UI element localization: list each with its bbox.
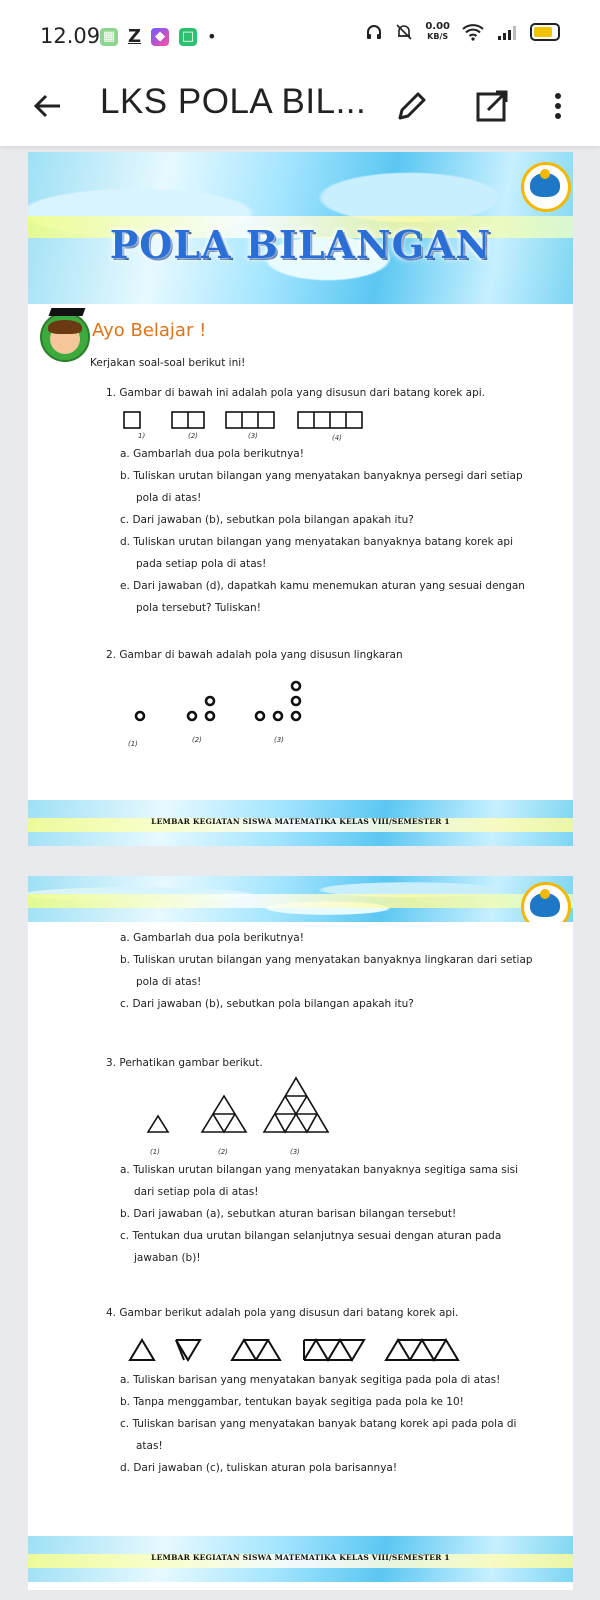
q3-item-b: b. Dari jawaban (a), sebutkan aturan barisan bilangan tersebut!	[120, 1208, 457, 1220]
kurikulum-logo	[521, 882, 571, 922]
footer-text: LEMBAR KEGIATAN SISWA MATEMATIKA KELAS VIII/SEMESTER 1	[151, 1553, 450, 1562]
q3-item-a: a. Tuliskan urutan bilangan yang menyatakan banyaknya segitiga sama sisi	[120, 1164, 519, 1176]
figure-caption: (1)	[150, 1148, 160, 1156]
q1-item-b: b. Tuliskan urutan bilangan yang menyatakan banyaknya persegi dari setiap	[120, 470, 523, 482]
wifi-icon	[462, 23, 484, 41]
intro-text: Kerjakan soal-soal berikut ini!	[90, 357, 246, 369]
q4-item-c-cont: atas!	[136, 1440, 163, 1452]
q1-item-b-cont: pola di atas!	[136, 492, 202, 504]
section-heading: Ayo Belajar !	[92, 320, 207, 341]
q2-item-b: b. Tuliskan urutan bilangan yang menyatakan banyaknya lingkaran dari setiap	[120, 954, 533, 966]
q2-item-b-cont: pola di atas!	[136, 976, 202, 988]
system-icons	[365, 22, 560, 42]
page-footer	[28, 1536, 573, 1582]
zalo-z-icon: Z	[128, 26, 142, 47]
triangle-pattern-figure	[144, 1076, 364, 1142]
figure-caption: (2)	[218, 1148, 228, 1156]
more-options-icon[interactable]	[548, 86, 568, 126]
page-banner	[28, 152, 573, 304]
q3-item-c: c. Tentukan dua urutan bilangan selanjutnya sesuai dengan aturan pada	[120, 1230, 502, 1242]
page-footer	[28, 800, 573, 846]
more-notifications-dot: •	[207, 27, 217, 46]
banner-title: POLA BILANGAN	[109, 222, 492, 267]
q2-item-a: a. Gambarlah dua pola berikutnya!	[120, 932, 304, 944]
q3-item-a-cont: dari setiap pola di atas!	[134, 1186, 259, 1198]
q1-item-a: a. Gambarlah dua pola berikutnya!	[120, 448, 304, 460]
q4-item-d: d. Dari jawaban (c), tuliskan aturan pola barisannya!	[120, 1462, 398, 1474]
mute-bell-icon	[395, 23, 413, 41]
kurikulum-logo	[521, 162, 571, 212]
net-speed: 0.00 KB/S	[425, 21, 450, 41]
q4-item-c: c. Tuliskan barisan yang menyatakan banyak batang korek api pada pola di	[120, 1418, 517, 1430]
circle-pattern-figure	[132, 670, 332, 730]
status-time: 12.09	[40, 24, 101, 48]
matchstick-triangles-figure	[128, 1336, 468, 1366]
figure-caption: (3)	[274, 736, 284, 744]
q2-item-c: c. Dari jawaban (b), sebutkan pola bilangan apakah itu?	[120, 998, 414, 1010]
q1-item-c: c. Dari jawaban (b), sebutkan pola bilangan apakah itu?	[120, 514, 414, 526]
figure-caption: (4)	[332, 434, 342, 442]
q1-item-d-cont: pada setiap pola di atas!	[136, 558, 267, 570]
q4-item-a: a. Tuliskan barisan yang menyatakan banyak segitiga pada pola di atas!	[120, 1374, 501, 1386]
figure-caption: (1)	[128, 740, 138, 748]
edit-pencil-icon[interactable]	[392, 86, 432, 126]
footer-text: LEMBAR KEGIATAN SISWA MATEMATIKA KELAS VIII/SEMESTER 1	[151, 817, 450, 826]
back-arrow-icon[interactable]	[28, 86, 68, 126]
q3-item-c-cont: jawaban (b)!	[134, 1252, 201, 1264]
document-page-2	[28, 876, 573, 1590]
app-bar	[0, 68, 600, 146]
shortcut-app-icon: ◆	[151, 28, 169, 46]
figure-caption: 1)	[138, 432, 146, 440]
question-4: 4. Gambar berikut adalah pola yang disusun dari batang korek api.	[106, 1307, 459, 1319]
figure-caption: (3)	[290, 1148, 300, 1156]
q1-item-e: e. Dari jawaban (d), dapatkah kamu menemukan aturan yang sesuai dengan	[120, 580, 525, 592]
page-banner	[28, 876, 573, 922]
battery-icon	[530, 23, 560, 41]
figure-caption: (2)	[188, 432, 198, 440]
q4-item-b: b. Tanpa menggambar, tentukan bayak segitiga pada pola ke 10!	[120, 1396, 464, 1408]
headphones-icon	[365, 23, 383, 41]
document-page-1	[28, 152, 573, 846]
q1-item-d: d. Tuliskan urutan bilangan yang menyatakan banyaknya batang korek api	[120, 536, 514, 548]
green-app-icon: □	[179, 28, 197, 46]
figure-caption: (3)	[248, 432, 258, 440]
question-3: 3. Perhatikan gambar berikut.	[106, 1057, 263, 1069]
student-avatar	[40, 312, 90, 362]
open-external-icon[interactable]	[472, 86, 512, 126]
q1-item-e-cont: pola tersebut? Tuliskan!	[136, 602, 261, 614]
status-bar	[0, 0, 600, 68]
figure-caption: (2)	[192, 736, 202, 744]
calculator-icon: ▦	[100, 28, 118, 46]
notification-icons	[100, 26, 217, 47]
document-title: LKS POLA BIL...	[100, 82, 367, 121]
question-2: 2. Gambar di bawah adalah pola yang disusun lingkaran	[106, 649, 403, 661]
signal-icon	[496, 23, 518, 41]
question-1: 1. Gambar di bawah ini adalah pola yang disusun dari batang korek api.	[106, 387, 485, 399]
